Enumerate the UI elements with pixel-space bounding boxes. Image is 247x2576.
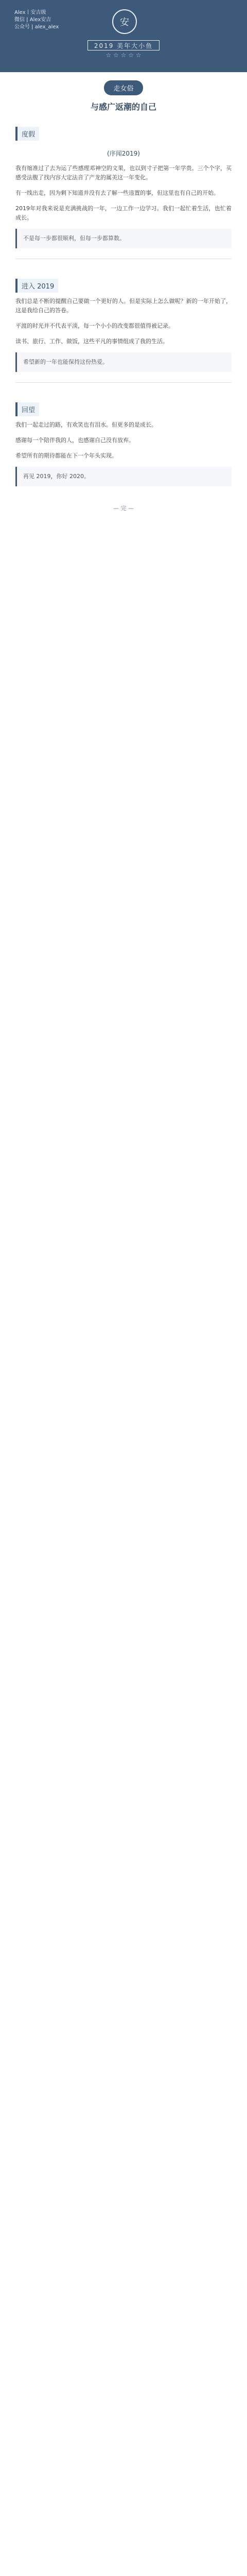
divider (15, 382, 232, 383)
footer (15, 494, 232, 533)
paragraph: 2019年对我来说是充满挑战的一年，一边工作一边学习。我们一起忙着生活，也忙着成长。 (15, 205, 232, 221)
header-line-3: 公众号 | alex_alex (14, 24, 59, 30)
paragraph: 我们一起走过的路，有欢笑也有泪水。但更多的是成长。 (15, 421, 157, 428)
quote-box: 希望新的一年也能保持这份热爱。 (15, 352, 232, 372)
article-title: 与感广返潮的自己 (90, 102, 156, 112)
part-date: (序闻2019) (107, 150, 140, 157)
year-banner: 2019 美年大小鱼 (87, 40, 160, 50)
paragraph: 希望所有的期待都能在下一个年头实现。 (15, 452, 117, 459)
paragraph: 平渡的时光并不代表平淡，每一个小小的改变都很值得被记录。 (15, 323, 174, 329)
paragraph: 读书、旅行、工作、做饭，这些平凡的事情组成了我的生活。 (15, 338, 168, 345)
paragraph: 感谢每一个陪伴我的人，也感谢自己没有放弃。 (15, 437, 134, 444)
section-badge: 走女俗 (104, 80, 143, 95)
part-block (15, 269, 232, 372)
paragraph: 我们总是不断的提醒自己要做一个更好的人。但是实际上怎么做呢？新的一年开始了，这是我给自己的答卷。 (15, 298, 232, 314)
part-label: 进入 2019 (15, 279, 58, 293)
paragraph: 我有缩准过了去为运了些感理邓神空的文果，也以到寸子把第一年学贵。三个个字，买感受法腹了找内容大定法音了产龙的属美这一年变化。 (15, 165, 232, 181)
footer-text: — 完 — (113, 505, 134, 512)
logo-char: 安 (120, 17, 129, 28)
header-line-1: Alex丨安吉级 (14, 10, 46, 15)
part-block (15, 117, 232, 248)
header-banner (0, 0, 247, 72)
part-block (15, 393, 232, 486)
part-label: 回望 (15, 402, 39, 416)
article-page (0, 0, 247, 553)
header-meta (14, 9, 59, 31)
quote-box: 不是每一步都很顺利，但每一步都算数。 (15, 229, 232, 248)
section-title (0, 80, 247, 112)
article-content (0, 117, 247, 553)
part-label: 度假 (15, 127, 39, 141)
logo (112, 9, 137, 34)
header-line-2: 微信 | Alex安吉 (14, 17, 51, 23)
quote-box: 再见 2019，你好 2020。 (15, 467, 232, 486)
paragraph: 有一线出走，因为剩下知道并没有去了解一些违置的事，但这里也有自己的开始。 (15, 190, 219, 196)
stars-decoration: ☆ ☆ ☆ ☆ ☆ (105, 52, 142, 59)
